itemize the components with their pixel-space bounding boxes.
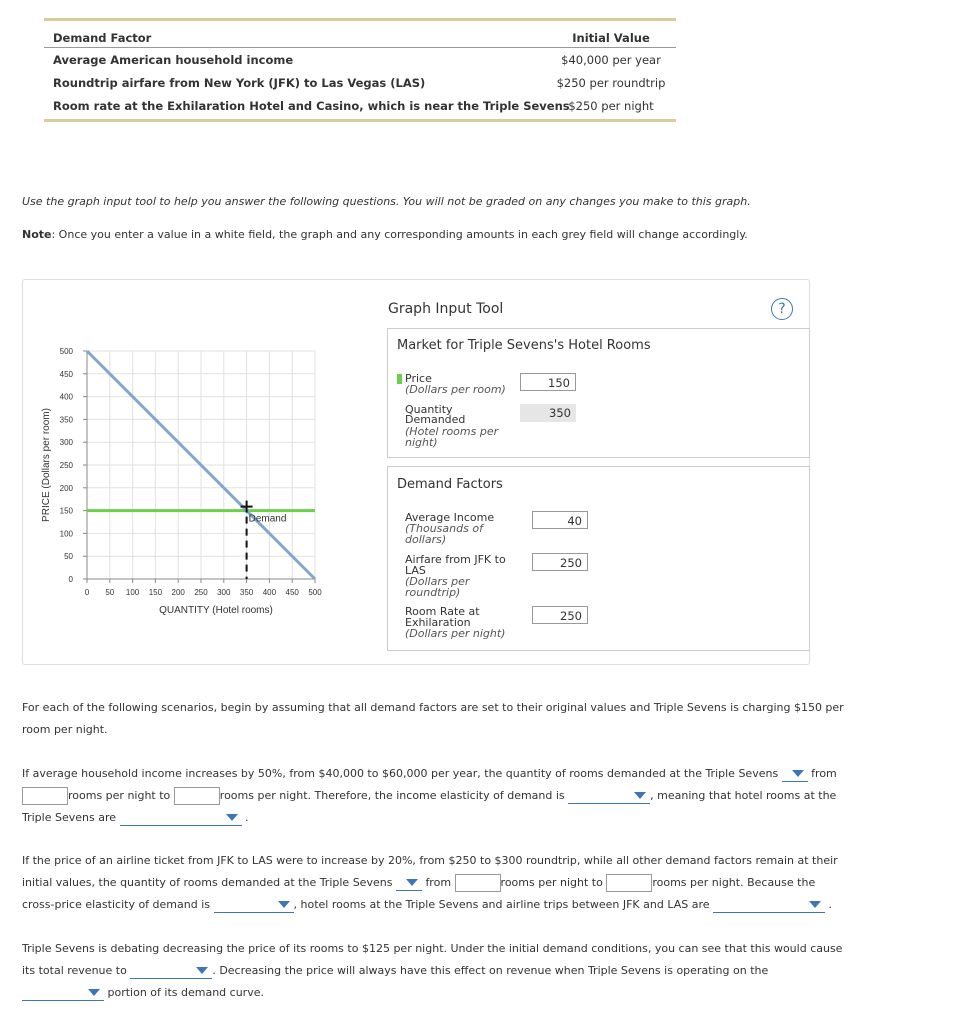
- quantity-label-1: Quantity: [405, 403, 453, 416]
- q3-text-d: portion of its demand curve.: [107, 986, 264, 999]
- q1-text-a: If average household income increases by 50%, from $40,000 to $60,000 per year, the quantity of rooms demanded at the Triple Sevens: [22, 767, 779, 780]
- x-tick-label: 450: [285, 588, 299, 597]
- q3-revenue-dropdown[interactable]: [130, 964, 212, 979]
- chart-ticks: [60, 347, 323, 597]
- y-axis-label: PRICE (Dollars per room): [41, 408, 52, 522]
- quantity-unit-2: night): [405, 436, 438, 449]
- y-tick-label: 0: [68, 575, 73, 584]
- income-unit-2: dollars): [405, 533, 447, 546]
- q2-text-f: , hotel rooms at the Triple Sevens and airline trips between JFK and LAS are: [293, 898, 710, 911]
- q1-text-e: Triple Sevens are: [22, 811, 116, 824]
- q2-text-a: If the price of an airline ticket from JFK to LAS were to increase by 20%, from $250 to $300 roundtrip, while all other demand factors remain at their: [22, 854, 838, 867]
- intro-line-1: For each of the following scenarios, begin by assuming that all demand factors are set to their original values and Triple Sevens is charging $150 per: [22, 701, 844, 714]
- q2-text-b: initial values, the quantity of rooms demanded at the Triple Sevens: [22, 876, 393, 889]
- airfare-input[interactable]: 250: [532, 553, 588, 571]
- room-rate-label-1: Room Rate at: [405, 605, 480, 618]
- header-demand-factor: Demand Factor: [53, 31, 152, 45]
- y-tick-label: 50: [64, 552, 73, 562]
- market-panel: [387, 328, 810, 458]
- question-1: [22, 763, 882, 829]
- market-title: Market for Triple Sevens's Hotel Rooms: [397, 338, 651, 353]
- q1-text-d: , meaning that hotel rooms at the: [650, 789, 837, 802]
- chevron-down-icon: [278, 901, 290, 908]
- row-value: $40,000 per year: [561, 53, 661, 67]
- q2-period: .: [828, 898, 832, 911]
- room-rate-unit: (Dollars per night): [405, 627, 506, 640]
- demand-factor-table: [44, 18, 676, 122]
- q2-text-d: rooms per night. Because the: [652, 876, 816, 889]
- chevron-down-icon: [634, 792, 646, 799]
- x-tick-label: 300: [217, 588, 231, 597]
- x-tick-label: 350: [239, 588, 254, 597]
- q1-period: .: [245, 811, 249, 824]
- y-tick-label: 250: [59, 461, 73, 470]
- room-rate-input[interactable]: 250: [532, 606, 588, 624]
- demand-factors-title: Demand Factors: [397, 477, 503, 492]
- question-2: [22, 850, 882, 916]
- x-tick-label: 100: [125, 588, 140, 597]
- y-tick-label: 450: [59, 369, 73, 379]
- q2-text-c: rooms per night to: [500, 876, 603, 889]
- q2-elasticity-dropdown[interactable]: [214, 898, 294, 913]
- income-label: Average Income: [405, 511, 495, 524]
- airfare-label-2: LAS: [405, 564, 426, 577]
- q1-direction-dropdown[interactable]: [782, 767, 808, 782]
- airfare-unit-1: (Dollars per: [405, 575, 470, 588]
- help-icon[interactable]: ?: [771, 298, 793, 320]
- y-tick-label: 500: [59, 347, 73, 356]
- table-row: [44, 71, 676, 94]
- table-row: [44, 48, 676, 71]
- chevron-down-icon: [196, 967, 208, 974]
- x-tick-label: 0: [84, 588, 90, 597]
- room-rate-label-2: Exhilaration: [405, 616, 471, 629]
- y-tick-label: 150: [59, 506, 73, 516]
- table-row: [44, 94, 676, 119]
- q3-text-b: its total revenue to: [22, 964, 127, 977]
- q1-good-type-dropdown[interactable]: [120, 811, 242, 826]
- demand-factors-panel: [387, 466, 810, 651]
- x-tick-label: 200: [171, 588, 185, 597]
- row-value: $250 per night: [568, 99, 654, 113]
- demand-chart: [23, 280, 385, 664]
- q2-direction-dropdown[interactable]: [396, 876, 422, 891]
- q3-text-c: . Decreasing the price will always have this effect on revenue when Triple Sevens is operating on the: [212, 964, 769, 977]
- q2-to-input[interactable]: [606, 874, 652, 892]
- header-initial-value: Initial Value: [572, 31, 650, 45]
- q1-to-input[interactable]: [174, 787, 220, 805]
- y-tick-label: 350: [59, 415, 73, 425]
- price-input[interactable]: 150: [520, 373, 576, 391]
- q1-elasticity-dropdown[interactable]: [568, 789, 650, 804]
- q1-from-text: from: [811, 767, 837, 780]
- y-tick-label: 300: [59, 438, 73, 448]
- price-unit: (Dollars per room): [405, 383, 506, 396]
- question-3: [22, 938, 882, 1004]
- airfare-label-1: Airfare from JFK to: [405, 553, 506, 566]
- y-tick-label: 200: [59, 483, 73, 493]
- x-tick-label: 400: [262, 588, 277, 597]
- q2-from-text: from: [425, 876, 452, 889]
- chevron-down-icon: [88, 989, 100, 996]
- instructions-text: Use the graph input tool to help you answer the following questions. You will not be graded on any changes you make to this graph.: [22, 195, 751, 208]
- chevron-down-icon: [406, 879, 418, 886]
- demand-label: Demand: [248, 513, 287, 525]
- x-tick-label: 50: [105, 588, 115, 597]
- x-tick-label: 250: [194, 588, 208, 597]
- x-tick-label: 150: [148, 588, 163, 597]
- graph-input-tool-title: Graph Input Tool: [388, 301, 504, 317]
- quantity-label-2: Demanded: [405, 413, 466, 426]
- q1-text-c: rooms per night. Therefore, the income elasticity of demand is: [219, 789, 565, 802]
- x-axis-label: QUANTITY (Hotel rooms): [159, 605, 273, 616]
- q2-relationship-dropdown[interactable]: [713, 898, 825, 913]
- q3-text-a: Triple Sevens is debating decreasing the price of its rooms to $125 per night. Under the initial demand conditions, you can see that this would cause: [22, 942, 843, 955]
- row-factor: Room rate at the Exhilaration Hotel and Casino, which is near the Triple Sevens: [53, 99, 570, 113]
- table-header-row: [44, 21, 676, 48]
- row-factor: Roundtrip airfare from New York (JFK) to Las Vegas (LAS): [53, 76, 426, 90]
- quantity-demanded-output: 350: [520, 404, 576, 422]
- chevron-down-icon: [809, 901, 821, 908]
- row-value: $250 per roundtrip: [556, 76, 666, 90]
- graph-input-card: [22, 279, 810, 665]
- q1-text-b: rooms per night to: [68, 789, 171, 802]
- income-input[interactable]: 40: [532, 511, 588, 529]
- x-tick-label: 500: [308, 588, 322, 597]
- scenario-intro: [22, 697, 872, 741]
- chevron-down-icon: [226, 814, 238, 821]
- airfare-unit-2: roundtrip): [405, 586, 461, 599]
- q1-from-input[interactable]: [22, 787, 68, 805]
- price-label: Price: [405, 372, 432, 385]
- quantity-unit-1: (Hotel rooms per: [405, 425, 499, 438]
- q3-portion-dropdown[interactable]: [22, 986, 104, 1001]
- price-legend-swatch: [397, 374, 402, 384]
- row-factor: Average American household income: [53, 53, 294, 67]
- q2-text-e: cross-price elasticity of demand is: [22, 898, 210, 911]
- note-text: Note: Once you enter a value in a white field, the graph and any corresponding amounts in each grey field will change accordingly.: [22, 228, 748, 241]
- table-bottom-border: [44, 119, 676, 122]
- y-tick-label: 100: [59, 529, 73, 539]
- chevron-down-icon: [792, 770, 804, 777]
- y-tick-label: 400: [59, 392, 73, 402]
- income-unit-1: (Thousands of: [405, 522, 483, 535]
- intro-line-2: room per night.: [22, 723, 108, 736]
- q2-from-input[interactable]: [455, 874, 501, 892]
